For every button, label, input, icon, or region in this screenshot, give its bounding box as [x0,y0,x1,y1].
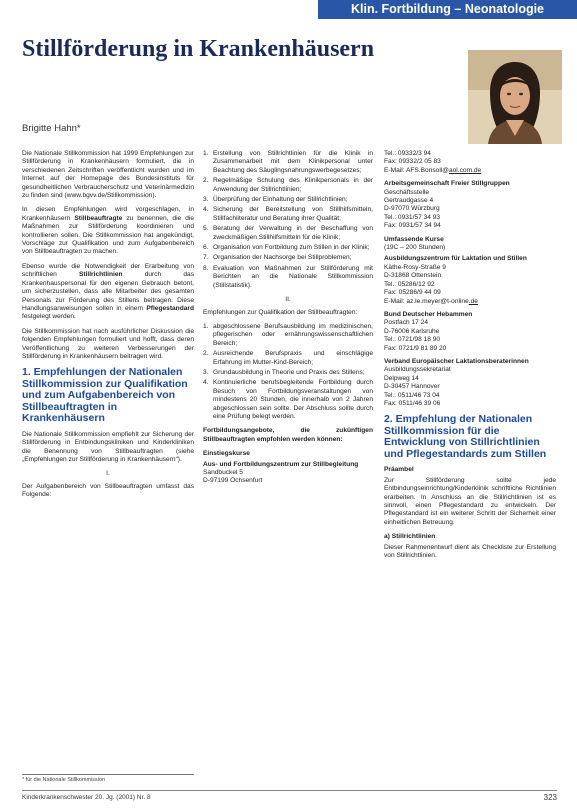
roman-numeral: I. [106,470,110,478]
fax-line: Fax: 0721/9 81 89 20 [384,344,447,352]
list-item [203,177,373,194]
list-item [203,244,373,252]
article-title: Stillförderung in Krankenhäusern [22,36,375,62]
list-item-text: abgeschlossene Berufsausbildung im medizinischen, pflegerischen oder ernährungswissenschaftlichen Bereich; [213,322,373,347]
fax-line: Fax: 05286/9 44 09 [384,289,441,297]
address-line: Sandbuckel 5 [203,469,243,476]
page-number: 323 [543,793,557,802]
address-line: D-30457 Hannover [384,383,440,391]
list-item-number: 1. [203,322,209,330]
phone-line: Tel.: 09332/3 94 [384,150,431,157]
address-line: Delpweg 14 [384,374,419,382]
address-block [384,311,556,353]
address-block [384,150,556,175]
author-name: Brigitte Hahn* [22,123,81,134]
fax-line: Fax: 0931/57 34 94 [384,222,441,230]
organization-name: Bund Deutscher Hebammen [384,310,473,318]
subheading-guidelines: a) Stillrichtlinien [384,533,436,541]
phone-line: Tel.: 0511/46 73 04 [384,391,440,399]
list-item-number: 1. [203,150,209,157]
address-block [384,180,556,230]
list-item-text: Überprüfung der Einhaltung der Stillrichtlinien; [213,196,348,204]
list-item [203,150,373,175]
list-item [203,350,373,367]
author-photo [468,50,562,144]
list-item-number: 3. [203,368,209,376]
list-item-number: 4. [203,379,209,387]
qualifications-list [203,323,373,421]
section-heading-1: 1. Empfehlungen der Nationalen Stillkommission zur Qualifikation und zum Aufgabenbereich von Stillbeauftragten in Krankenhäusern [22,366,188,425]
list-item [203,206,373,223]
address-line: Ausbildungssekretariat [384,366,451,374]
address-line: D-97199 Ochsenfurt [203,477,263,485]
list-item [203,369,373,377]
paragraph-stillbeauftragte: In diesen Empfehlungen wird vorgeschlagen, in Krankenhäusern Stillbeauftragte zu benennen, die die Maßnahmen zur Stillförderung koordinieren und kontrollieren sollen. Die Stillkommission hat angekündigt, Vorschläge zur Qualifikation und zum Aufgabenbereich von Stillbeauftragten zu machen. [22,206,194,256]
column-1 [22,150,194,506]
list-item-number: 3. [203,196,209,204]
tasks-list [203,150,373,290]
list-item-text: Kontinuierliche berufsbegleitende Fortbildung durch Besuch von Fortbildungsveranstaltungen von mindestens 20 Stunden, die innerhalb von 2 Jahren abgeschlossen sein sollte. Der Abschluss sollte durch eine Prüfung belegt werden. [213,379,373,420]
list-item [203,225,373,242]
email-line: E-Mail: AFS.Bonsoll@aol.com.de [384,166,482,174]
address-line: Gertraudgasse 4 [384,197,434,205]
list-item-text: Organisation von Fortbildung zum Stillen in der Klinik; [213,244,370,252]
subheading-comprehensive-courses: Umfassende Kurse [384,235,444,243]
page-footer [22,790,557,803]
address-block [384,358,556,408]
organization-name: Arbeitsgemeinschaft Freier Stillgruppen [384,180,510,188]
organization-name: Aus- und Fortbildungszentrum zur Stillbegleitung [203,460,359,468]
address-block [384,255,556,305]
list-item-number: 2. [203,350,209,358]
address-line: Postfach 17 24 [384,319,428,327]
list-item-number: 6. [203,244,209,252]
footnote: * für die Nationale Stillkommission [22,774,194,783]
list-item-text: Erstellung von Stillrichtlinien für die Klinik in Zusammenarbeit mit dem Klinikpersonal unter Beachtung des Säuglingsnahrungswerbegesetzes; [213,150,373,174]
fax-line: Fax: 09332/2 05 83 [384,158,441,166]
list-item-text: Evaluation von Maßnahmen zur Stillförderung mit Berichten an die Nationale Stillkommission (Stillstatistik). [213,264,373,289]
email-link[interactable]: aol.com.de [448,166,482,174]
column-3 [384,150,556,566]
list-item [203,196,373,204]
email-link[interactable]: .de [468,297,478,305]
paragraph-guidelines: Dieser Rahmenentwurf dient als Checkliste zur Erstellung von Stillrichtlinien. [384,543,556,560]
phone-line: Tel.: 05286/12 92 [384,280,435,288]
phone-line: Tel.: 0931/57 34 93 [384,213,441,221]
list-item-text: Ausreichende Berufspraxis und einschlägige Erfahrung im Mutter-Kind-Bereich; [213,350,373,366]
address-line: D-97070 Würzburg [384,205,440,213]
paragraph-recommendation: Die Nationale Stillkommission empfiehlt zur Sicherung der Stillförderung in Entbindungskliniken und Kinderkliniken die Benennung von Stillbeauftragten (siehe „Empfehlungen zur Stillförderung in Krankenhäusern“). [22,430,194,464]
column-2 [203,150,373,491]
address-line: Käthe-Rosy-Straße 9 [384,263,446,271]
paragraph-training-offers: Fortbildungsangebote, die zukünftigen Stillbeauftragten empfohlen werden können: [203,427,373,443]
list-item-text: Regelmäßige Schulung des Klinikpersonals in der Anwendung der Stillrichtlinien; [213,177,373,193]
section-heading-2: 2. Empfehlung der Nationalen Stillkommission für die Entwicklung von Stillrichtlinien und Pflegestandards zum Stillen [384,413,547,460]
list-item-number: 5. [203,225,209,233]
paragraph-preamble: Zur Stillförderung sollte jede Entbindungseinrichtung/Kinderklinik schriftliche Richtlinien erarbeiten. In Anschluss an die Stillrichtlinien ist es sinnvoll, einen Pflegestandard zu entwickeln. Der Pflegestandard ist ein weiterer Schritt der Sicherheit einer einheitlichen Betreuung. [384,476,556,526]
course-hours-note: (19C – 200 Stunden) [384,244,446,252]
list-item-text: Sicherung der Bereitstellung von Stillhilfsmitteln, Stillfachliteratur und Beratung ihrer Qualität; [213,206,373,222]
paragraph-qualification-intro: Empfehlungen zur Qualifikation der Stillbeauftragten: [203,308,358,316]
paragraph-commission: Die Stillkommission hat nach ausführlicher Diskussion die folgenden Empfehlungen formuliert und hofft, dass deren Veröffentlichung zu weiteren Verbesserungen der Stillförderung in Krankenhäusern beitragen wird. [22,327,194,360]
address-line: Geschäftsstelle [384,188,430,196]
organization-name: Verband Europäischer Laktationsberaterinnen [384,357,529,365]
address-block [203,461,373,486]
address-line: D-76006 Karlsruhe [384,327,440,335]
list-item [203,254,373,262]
list-item-number: 8. [203,264,209,272]
email-line: E-Mail: az.le.meyer@t-online.de [384,297,478,305]
subheading-preamble: Präambel [384,466,414,474]
paragraph-tasks-intro: Der Aufgabenbereich von Stillbeauftragten umfasst das Folgende: [22,482,194,499]
list-item-number: 4. [203,206,209,214]
phone-line: Tel.: 0721/98 18 90 [384,336,441,344]
list-item-text: Organisation der Nachsorge bei Stillproblemen; [213,254,352,262]
roman-numeral: II. [285,296,291,304]
subheading-entry-courses: Einstiegskurse [203,450,250,458]
list-item [203,379,373,421]
list-item-text: Grundausbildung in Theorie und Praxis des Stillens; [213,368,365,376]
paragraph-stillrichtlinien: Ebenso wurde die Notwendigkeit der Erarbeitung von schriftlichen Stillrichtlinien durch das Krankenhauspersonal für den eigenen Gebrauch betont, um sicherzustellen, dass alle Mitarbeiter des gesamten Personals zur Förderung des Stillens beitragen. Diese Handlungsanweisungen sollen in einem Pflegestandard festgelegt werden. [22,262,194,321]
list-item [203,323,373,348]
organization-name: Ausbildungszentrum für Laktation und Stillen [384,255,527,263]
address-line: D-31868 Ottenstein [384,272,442,280]
section-banner: Klin. Fortbildung – Neonatologie [318,0,577,19]
list-item-number: 7. [203,254,209,262]
list-item-number: 2. [203,177,209,185]
list-item [203,265,373,290]
fax-line: Fax: 0511/46 39 06 [384,399,441,407]
journal-source: Kinderkrankenschwester 20. Jg. (2001) Nr. 8 [22,794,151,801]
list-item-text: Beratung der Verwaltung in der Beschaffung von zweckmäßigen Stillhilfsmitteln für die Klinik; [213,225,373,241]
intro-paragraph: Die Nationale Stillkommission hat 1999 Empfehlungen zur Stillförderung in Krankenhäusern formuliert, die in verschiedenen Zeitschriften veröffentlicht wurden und im Internet auf der Homepage des Bundesinstituts für gesundheitlichen Verbraucherschutz und Veterinärmedizin zu finden sind (www.bgvv.de/Stillkommission). [22,150,194,200]
author-portrait-image [468,50,562,144]
